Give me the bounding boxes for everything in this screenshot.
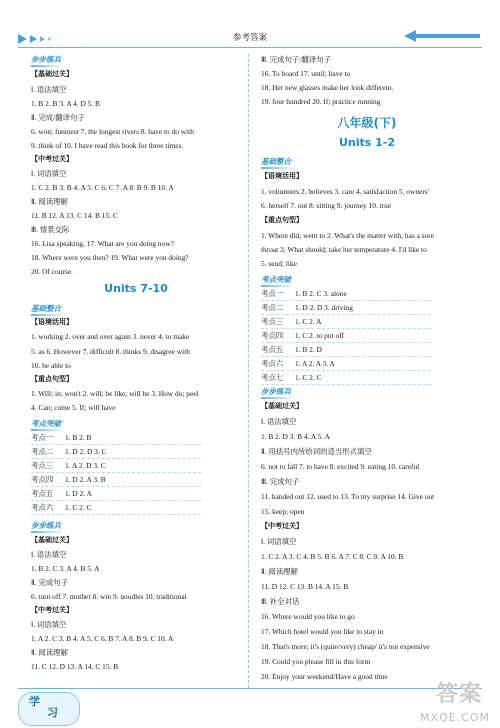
answer-line: 6. turn off 7. mother 8. win 9. noodles 10. traditional	[31, 592, 187, 601]
key-point-row	[261, 360, 335, 367]
key-point-answers: 1. A 2. D 3. C	[65, 461, 106, 470]
answer-line: Ⅰ. 语法填空	[261, 417, 297, 426]
key-point-answers: 1. D 2. D 3. driving	[295, 303, 353, 312]
answer-line: 16. Lisa speaking. 17. What are you doing now?	[31, 239, 174, 248]
key-point-answers: 1. C 2. to put off	[295, 331, 344, 340]
answer-line: Ⅰ. 词语填空	[31, 169, 67, 178]
row-separator	[261, 356, 431, 357]
answer-line: 18. Her new glasses make her look different.	[261, 83, 394, 92]
row-separator	[261, 342, 431, 343]
answer-line: Ⅱ. 阅读理解	[261, 567, 298, 576]
answer-line: 6. won; funniest 7. the longest rivers 8. have to do with	[31, 127, 194, 136]
subsection-label: 【中考过关】	[31, 606, 73, 614]
grade-title: 八年级(下)	[337, 116, 397, 130]
key-point-label: 考点五	[261, 345, 284, 354]
answer-line: Ⅲ. 完成句子	[261, 477, 300, 486]
answer-line: 11. D 12. C 13. B 14. A 15. B	[261, 582, 349, 591]
key-point-row	[261, 304, 353, 311]
answer-line: Ⅲ. 情景交际	[31, 225, 70, 234]
answer-line: 1. C 2. B 3. B 4. A 5. C 6. C 7. A 8. B 9. B 10. A	[31, 183, 174, 192]
subsection-label: 【基础过关】	[31, 70, 73, 78]
unit-title: Units 7-10	[104, 282, 168, 295]
page-title: 参考答案	[232, 33, 267, 43]
answer-line: 16. To board 17. until; have to	[261, 69, 351, 78]
answer-line: 9. think of 10. I have read this book for three times.	[31, 141, 184, 150]
answer-line: Ⅱ. 完成句子	[31, 578, 68, 587]
answer-line: Ⅰ. 词语填空	[261, 537, 297, 546]
key-point-row	[261, 346, 322, 353]
subsection-label: 【基础过关】	[261, 402, 303, 410]
key-point-answers: 1. D 2. A	[65, 489, 92, 498]
row-separator	[261, 384, 431, 385]
key-point-row	[31, 462, 106, 469]
answer-line: 1. B 2. C 3. A 4. B 5. A	[31, 564, 100, 573]
row-separator	[31, 486, 201, 487]
key-point-label: 考点四	[261, 331, 284, 340]
answer-line: Ⅲ. 完成句子/翻译句子	[261, 55, 331, 64]
key-point-label: 考点七	[261, 373, 284, 382]
row-separator	[31, 472, 201, 473]
answer-line: 19. Could you please fill in this form	[261, 657, 371, 666]
row-separator	[261, 370, 431, 371]
unit-title: Units 1-2	[338, 136, 396, 149]
key-point-answers: 1. A 2. A 3. A	[295, 359, 335, 368]
key-point-answers: 1. C 2. A	[295, 317, 322, 326]
key-point-label: 考点一	[261, 289, 284, 298]
answer-line: 17. Which hotel would you like to stay in	[261, 627, 384, 636]
header-rule	[18, 47, 482, 48]
answer-line: 1. working 2. over and over again 3. never 4. to make	[31, 332, 190, 341]
subsection-label: 【语境活用】	[261, 172, 303, 180]
answer-line: 18. That's more; it's (quite/very) cheap/ it's not expensive	[261, 642, 430, 651]
answer-line: 20. Enjoy your weekend/Have a good time	[261, 672, 388, 681]
key-point-label: 考点六	[261, 359, 284, 368]
subsection-label: 【语境活用】	[31, 318, 73, 326]
key-point-label: 考点三	[261, 317, 284, 326]
column-divider	[248, 54, 249, 688]
key-point-answers: 1. C 2. C	[65, 503, 92, 512]
answer-line: Ⅱ. 阅读理解	[31, 648, 68, 657]
answer-line: 1. Where did; went to 2. What's the matter with; has a sore	[261, 231, 435, 240]
key-point-label: 考点五	[31, 489, 54, 498]
key-point-row	[261, 318, 322, 325]
answer-line: 10. be able to	[31, 361, 71, 370]
key-point-label: 考点六	[31, 503, 54, 512]
logo-char: 学	[29, 695, 40, 708]
answer-line: Ⅱ. 用括号内所给词的适当形式填空	[261, 447, 372, 456]
logo-char: 习	[47, 706, 58, 719]
row-separator	[261, 300, 431, 301]
header-swoosh-icon	[402, 22, 482, 46]
answer-line: 11. handed out 12. used to 13. To my surprise 14. Give out	[261, 492, 435, 501]
watermark-logo: 答案 MXQE.COM	[420, 682, 490, 724]
subsection-label: 【重点句型】	[261, 216, 303, 224]
answer-line: 1. B 2. B 3. A 4. D 5. B	[31, 99, 100, 108]
section-badge: 步步练兵	[31, 521, 61, 530]
answer-line: Ⅰ. 语法填空	[31, 85, 67, 94]
key-point-answers: 1. D 2. A 3. B	[65, 475, 106, 484]
key-point-row	[31, 434, 92, 441]
answer-line: Ⅱ. 完成/翻译句子	[31, 113, 85, 122]
answer-line: 19. four hundred 20. If; practice running	[261, 97, 381, 106]
answer-line: 15. keep; open	[261, 507, 305, 516]
row-separator	[31, 500, 201, 501]
key-point-answers: 1. B 2. C 3. alone	[295, 289, 347, 298]
row-separator	[31, 514, 201, 515]
key-point-row	[261, 332, 344, 339]
page-header	[0, 0, 500, 48]
row-separator	[261, 314, 431, 315]
book-logo	[18, 692, 80, 726]
key-point-label: 考点一	[31, 433, 54, 442]
answer-line: 1. Will; in; won't 2. will; be like; will be 3. How do; peel	[31, 389, 199, 398]
key-point-label: 考点四	[31, 475, 54, 484]
answer-line: 1. B 2. D 3. B 4. A 5. A	[261, 432, 330, 441]
key-point-label: 考点二	[261, 303, 284, 312]
key-point-label: 考点三	[31, 461, 54, 470]
subsection-label: 【中考过关】	[261, 522, 303, 530]
subsection-label: 【重点句型】	[31, 375, 73, 383]
answer-line: Ⅲ. 补全对话	[261, 597, 300, 606]
key-point-row	[261, 290, 347, 297]
section-badge: 考点突破	[31, 419, 61, 428]
subsection-label: 【中考过关】	[31, 155, 73, 163]
answer-line: 1. A 2. C 3. B 4. A 5. C 6. B 7. A 8. B 9. C 10. A	[31, 634, 174, 643]
key-point-answers: 1. C 2. C	[295, 373, 322, 382]
key-point-row	[261, 374, 322, 381]
key-point-row	[31, 490, 92, 497]
answer-line: 16. Where would you like to go	[261, 612, 355, 621]
key-point-label: 考点二	[31, 447, 54, 456]
answer-line: 1. volunteers 2. believes 3. care 4. satisfaction 5. owners'	[261, 187, 429, 196]
key-point-answers: 1. D 2. D 3. C	[65, 447, 107, 456]
answer-line: Ⅱ. 阅读理解	[31, 197, 68, 206]
answer-line: 11. C 12. D 13. A 14. C 15. B	[31, 662, 119, 671]
key-point-answers: 1. B 2. B	[65, 433, 92, 442]
section-badge: 步步练兵	[31, 55, 61, 64]
answer-line: Ⅰ. 语法填空	[31, 550, 67, 559]
row-separator	[31, 458, 201, 459]
key-point-answers: 1. B 2. D	[295, 345, 322, 354]
page-footer	[0, 680, 500, 728]
section-badge: 基础整合	[261, 157, 291, 166]
section-badge: 考点突破	[261, 275, 291, 284]
row-separator	[261, 328, 431, 329]
answer-line: 6. not to fall 7. to have 8. excited 9. eating 10. careful	[261, 462, 420, 471]
answer-line: 4. Can; come 5. If; will have	[31, 403, 116, 412]
section-badge: 基础整合	[31, 304, 61, 313]
answer-line: 5. send; like	[261, 259, 297, 268]
key-point-row	[31, 476, 106, 483]
answer-line: 6. herself 7. out 8. sitting 9. journey 10. true	[261, 201, 392, 210]
answer-line: Ⅰ. 词语填空	[31, 620, 67, 629]
key-point-row	[31, 504, 92, 511]
answer-line: 20. Of course.	[31, 267, 73, 276]
answer-line: 11. B 12. A 13. C 14. B 15. C	[31, 211, 118, 220]
answer-line: 5. as 6. However 7. difficult 8. thinks 9. disagree with	[31, 347, 190, 356]
answer-line: 18. Where were you then? 19. What were you doing?	[31, 253, 189, 262]
key-point-row	[31, 448, 106, 455]
section-badge: 步步练兵	[261, 387, 291, 396]
answer-line: throat 3. What should; take her temperature 4. I'd like to	[261, 245, 427, 254]
row-separator	[31, 444, 201, 445]
answer-line: 1. C 2. A 3. C 4. B 5. B 6. A 7. C 8. C 9. A 10. B	[261, 552, 404, 561]
subsection-label: 【基础过关】	[31, 536, 73, 544]
